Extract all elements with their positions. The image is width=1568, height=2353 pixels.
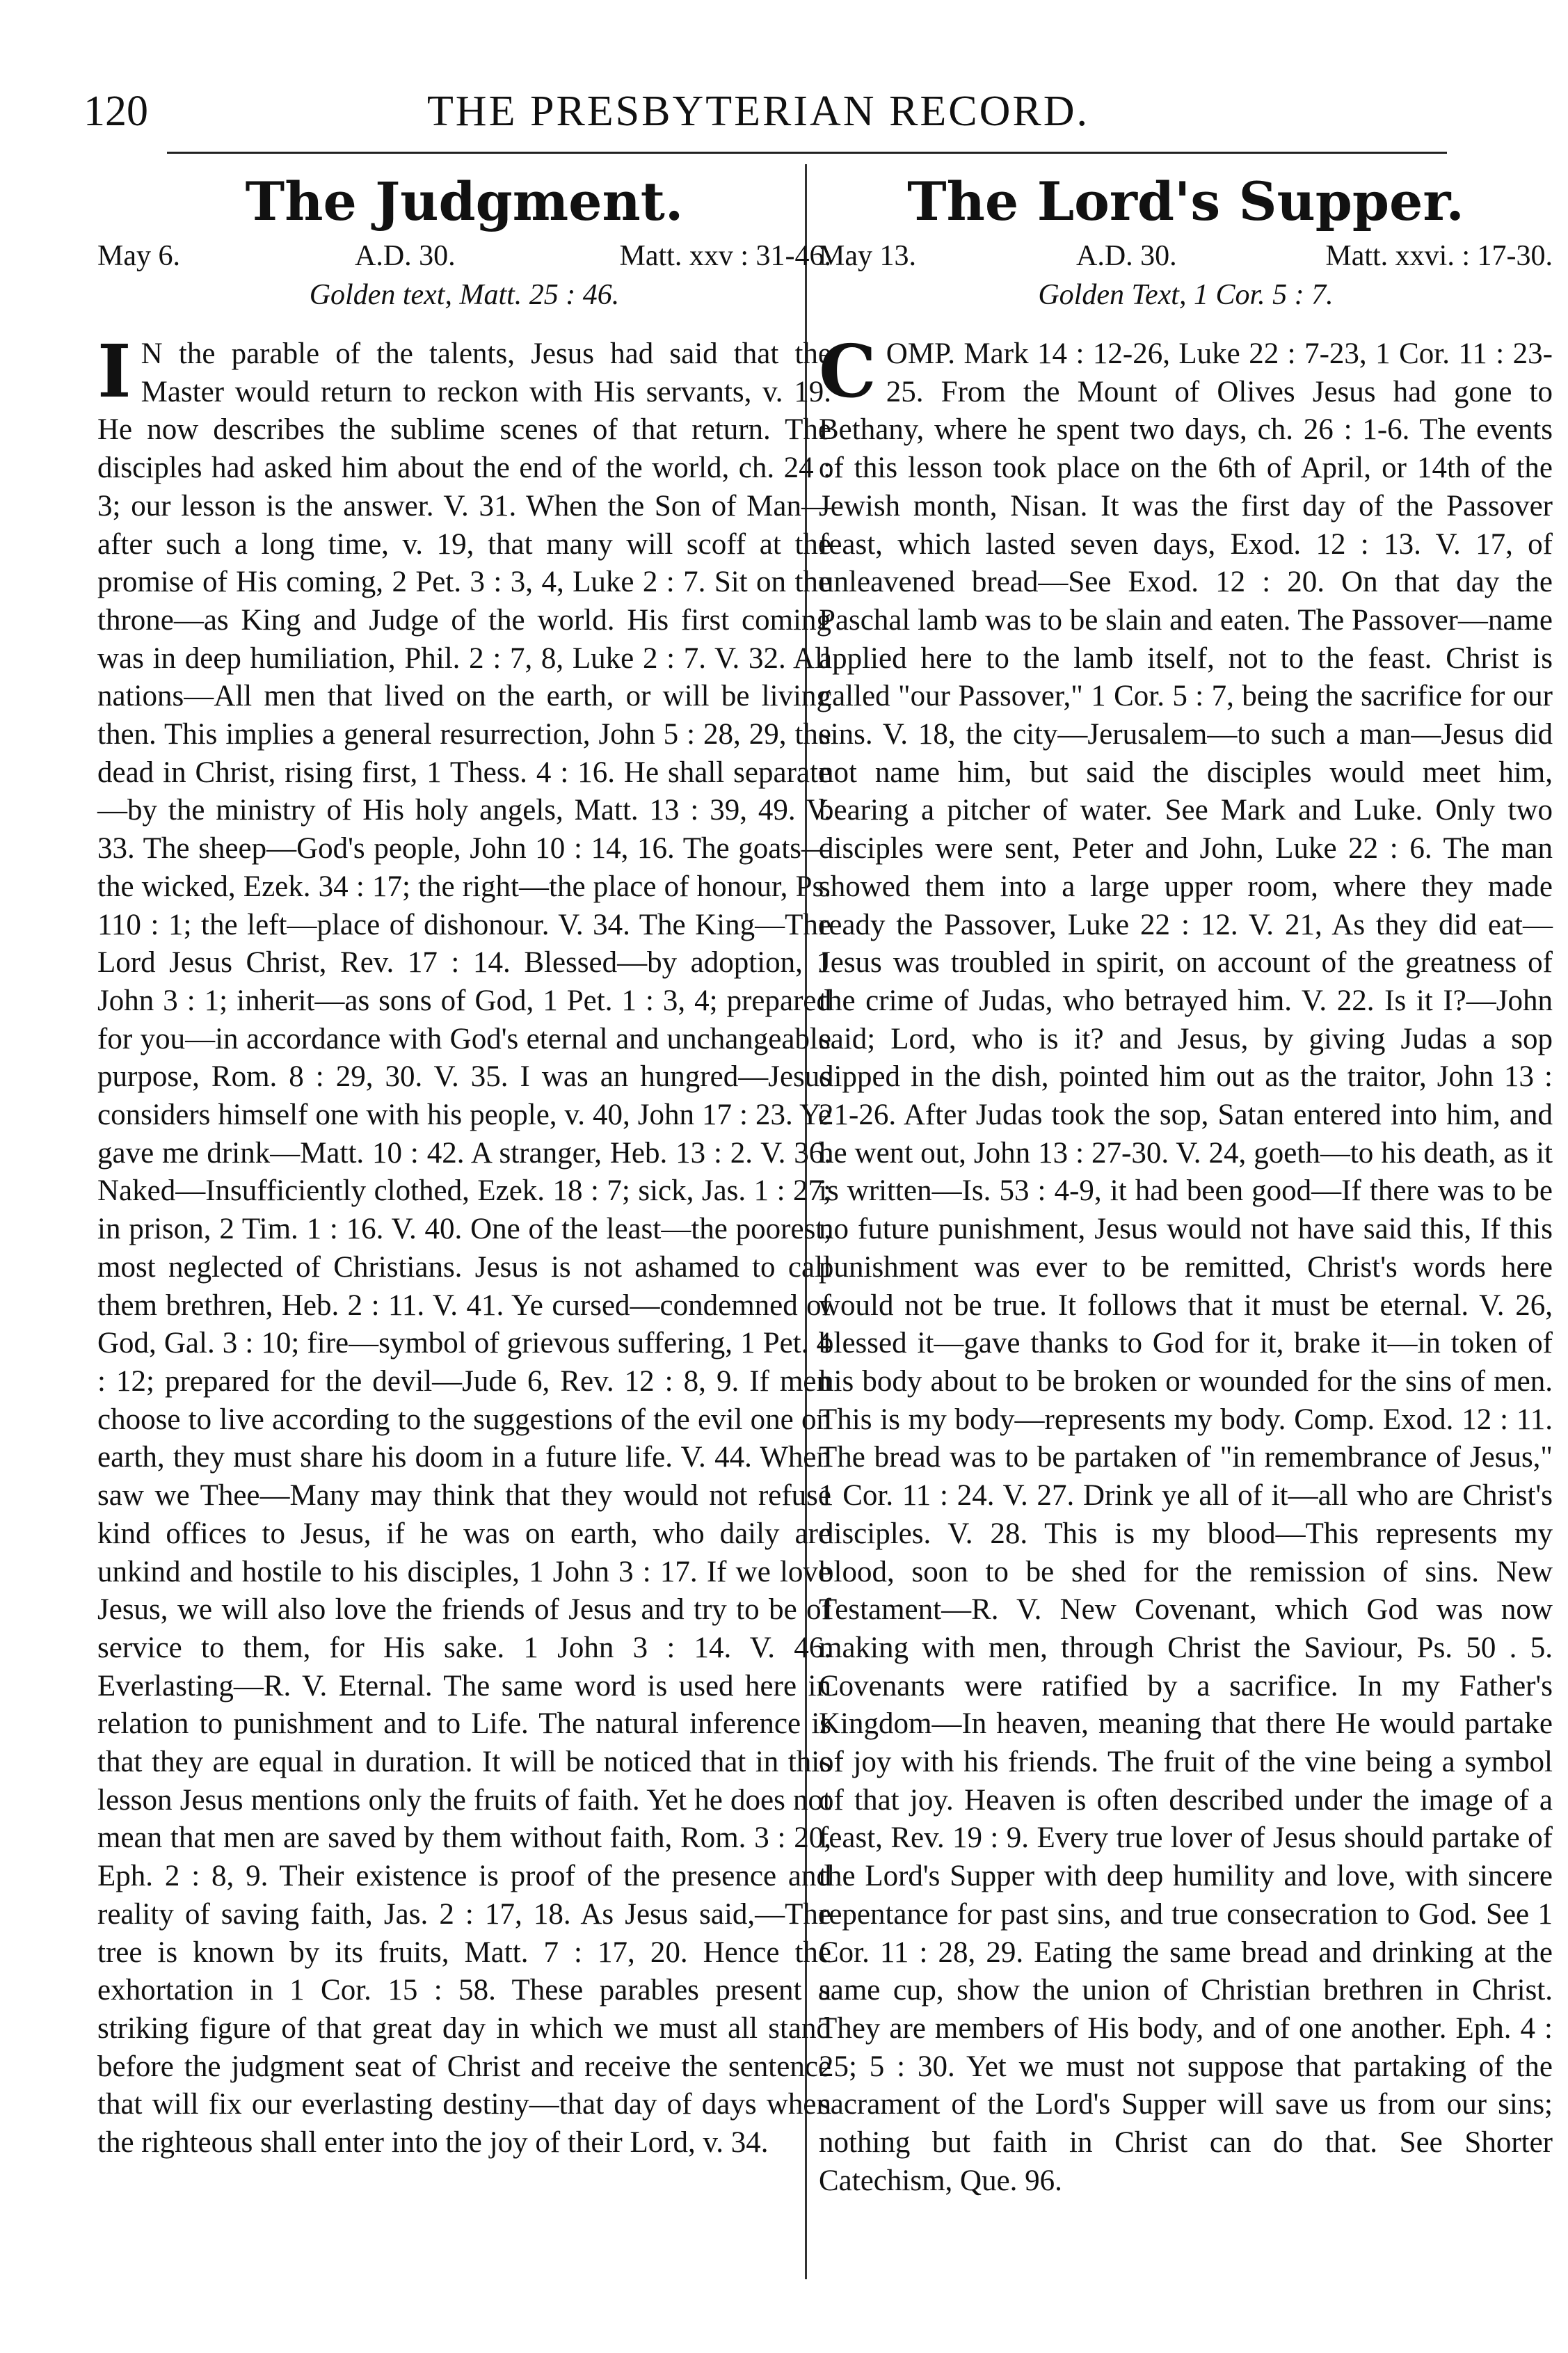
- lesson-body: [97, 328, 831, 2162]
- lesson-meta: [819, 237, 1553, 276]
- header-rule: [167, 152, 1447, 154]
- lesson-year: A.D. 30.: [355, 240, 456, 272]
- lesson-title: The Lord's Supper.: [907, 170, 1464, 232]
- lesson-year: A.D. 30.: [1076, 240, 1177, 272]
- lesson-reference: Matt. xxvi. : 17-30.: [1325, 240, 1553, 272]
- lesson-reference: Matt. xxv : 31-46.: [619, 240, 831, 272]
- lesson-meta: [97, 237, 831, 276]
- golden-text: Golden text, Matt. 25 : 46.: [309, 279, 620, 311]
- lesson-title: The Judgment.: [245, 170, 684, 232]
- lesson-body: [819, 328, 1553, 2200]
- lesson-judgment: [97, 167, 831, 2162]
- running-head: [77, 83, 1440, 139]
- lesson-text: N the parable of the talents, Jesus had said that the Master would return to reckon with His servants, v. 19. He now describes the sublime scenes of that return. The disciples had asked him about the end of the world, ch. 24 : 3; our lesson is the answer. V. 31. When the Son of Man—after such a long time, v. 19, that many will scoff at the promise of His coming, 2 Pet. 3 : 3, 4, Luke 2 : 7. Sit on the throne—as King and Judge of the world. His first coming was in deep humiliation, Phil. 2 : 7, 8, Luke 2 : 7. V. 32. All nations—All men that lived on the earth, or will be living then. This implies a general resurrection, John 5 : 28, 29, the dead in Christ, rising first, 1 Thess. 4 : 16. He shall separate—by the ministry of His holy angels, Matt. 13 : 39, 49. V. 33. The sheep—God's people, John 10 : 14, 16. The goats—the wicked, Ezek. 34 : 17; the right—the place of honour, Ps. 110 : 1; the left—place of dishonour. V. 34. The King—The Lord Jesus Christ, Rev. 17 : 14. Blessed—by adoption, 1 John 3 : 1; inherit—as sons of God, 1 Pet. 1 : 3, 4; prepared for you—in accordance with God's eternal and unchangeable purpose, Rom. 8 : 29, 30. V. 35. I was an hungred—Jesus considers himself one with his people, v. 40, John 17 : 23. Ye gave me drink—Matt. 10 : 42. A stranger, Heb. 13 : 2. V. 36. Naked—Insufficiently clothed, Ezek. 18 : 7; sick, Jas. 1 : 27; in prison, 2 Tim. 1 : 16. V. 40. One of the least—the poorest, most neglected of Christians. Jesus is not ashamed to call them brethren, Heb. 2 : 11. V. 41. Ye cursed—condemned of God, Gal. 3 : 10; fire—symbol of grievous suffering, 1 Pet. 4 : 12; prepared for the devil—Jude 6, Rev. 12 : 8, 9. If men choose to live according to the suggestions of the evil one on earth, they must share his doom in a future life. V. 44. When saw we Thee—Many may think that they would not refuse kind offices to Jesus, if he was on earth, who daily are unkind and hostile to his disciples, 1 John 3 : 17. If we love Jesus, we will also love the friends of Jesus and try to be of service to them, for His sake. 1 John 3 : 14. V. 46. Everlasting—R. V. Eternal. The same word is used here in relation to punishment and to Life. The natural inference is that they are equal in duration. It will be noticed that in this lesson Jesus mentions only the fruits of faith. Yet he does not mean that men are saved by them without faith, Rom. 3 : 20, Eph. 2 : 8, 9. Their existence is proof of the presence and reality of saving faith, Jas. 2 : 17, 18. As Jesus said,—The tree is known by its fruits, Matt. 7 : 17, 20. Hence the exhortation in 1 Cor. 15 : 58. These parables present a striking figure of that great day in which we must all stand before the judgment seat of Christ and receive the sentence that will fix our everlasting destiny—that day of days when the righteous shall enter into the joy of their Lord, v. 34.: [97, 337, 831, 2160]
- drop-cap: I: [97, 328, 131, 414]
- lesson-date: May 6.: [97, 240, 180, 272]
- journal-title: THE PRESBYTERIAN RECORD.: [426, 88, 1090, 135]
- lesson-lords-supper: [819, 167, 1553, 2200]
- page-number: 120: [83, 88, 148, 135]
- drop-cap: C: [819, 328, 877, 414]
- golden-text: Golden Text, 1 Cor. 5 : 7.: [1038, 279, 1334, 311]
- lesson-text: OMP. Mark 14 : 12-26, Luke 22 : 7-23, 1 Cor. 11 : 23-25. From the Mount of Olives Jesus had gone to Bethany, where he spent two days, ch. 26 : 1-6. The events of this lesson took place on the 6th of April, or 14th of the Jewish month, Nisan. It was the first day of the Passover feast, which lasted seven days, Exod. 12 : 13. V. 17, of unleavened bread—See Exod. 12 : 20. On that day the Paschal lamb was to be slain and eaten. The Passover—name applied here to the lamb itself, not to the feast. Christ is called "our Passover," 1 Cor. 5 : 7, being the sacrifice for our sins. V. 18, the city—Jerusalem—to such a man—Jesus did not name him, but said the disciples would meet him, bearing a pitcher of water. See Mark and Luke. Only two disciples were sent, Peter and John, Luke 22 : 6. The man showed them into a large upper room, where they made ready the Passover, Luke 22 : 12. V. 21, As they did eat—Jesus was troubled in spirit, on account of the greatness of the crime of Judas, who betrayed him. V. 22. Is it I?—John said; Lord, who is it? and Jesus, by giving Judas a sop dipped in the dish, pointed him out as the traitor, John 13 : 21-26. After Judas took the sop, Satan entered into him, and he went out, John 13 : 27-30. V. 24, goeth—to his death, as it is written—Is. 53 : 4-9, it had been good—If there was to be no future punishment, Jesus would not have said this, If this punishment was ever to be remitted, Christ's words here would not be true. It follows that it must be eternal. V. 26, blessed it—gave thanks to God for it, brake it—in token of his body about to be broken or wounded for the sins of men. This is my body—represents my body. Comp. Exod. 12 : 11. The bread was to be partaken of "in remembrance of Jesus," 1 Cor. 11 : 24. V. 27. Drink ye all of it—all who are Christ's disciples. V. 28. This is my blood—This represents my blood, soon to be shed for the remission of sins. New Testament—R. V. New Covenant, which God was now making with men, through Christ the Saviour, Ps. 50 . 5. Covenants were ratified by a sacrifice. In my Father's Kingdom—In heaven, meaning that there He would partake of joy with his friends. The fruit of the vine being a symbol of that joy. Heaven is often described under the image of a feast, Rev. 19 : 9. Every true lover of Jesus should partake of the Lord's Supper with deep humility and love, with sincere repentance for past sins, and true consecration to God. See 1 Cor. 11 : 28, 29. Eating the same bread and drinking at the same cup, show the union of Christian brethren in Christ. They are members of His body, and of one another. Eph. 4 : 25; 5 : 30. Yet we must not suppose that partaking of the sacrament of the Lord's Supper will save us from our sins; nothing but faith in Christ can do that. See Shorter Catechism, Que. 96.: [819, 337, 1553, 2197]
- lesson-date: May 13.: [819, 240, 916, 272]
